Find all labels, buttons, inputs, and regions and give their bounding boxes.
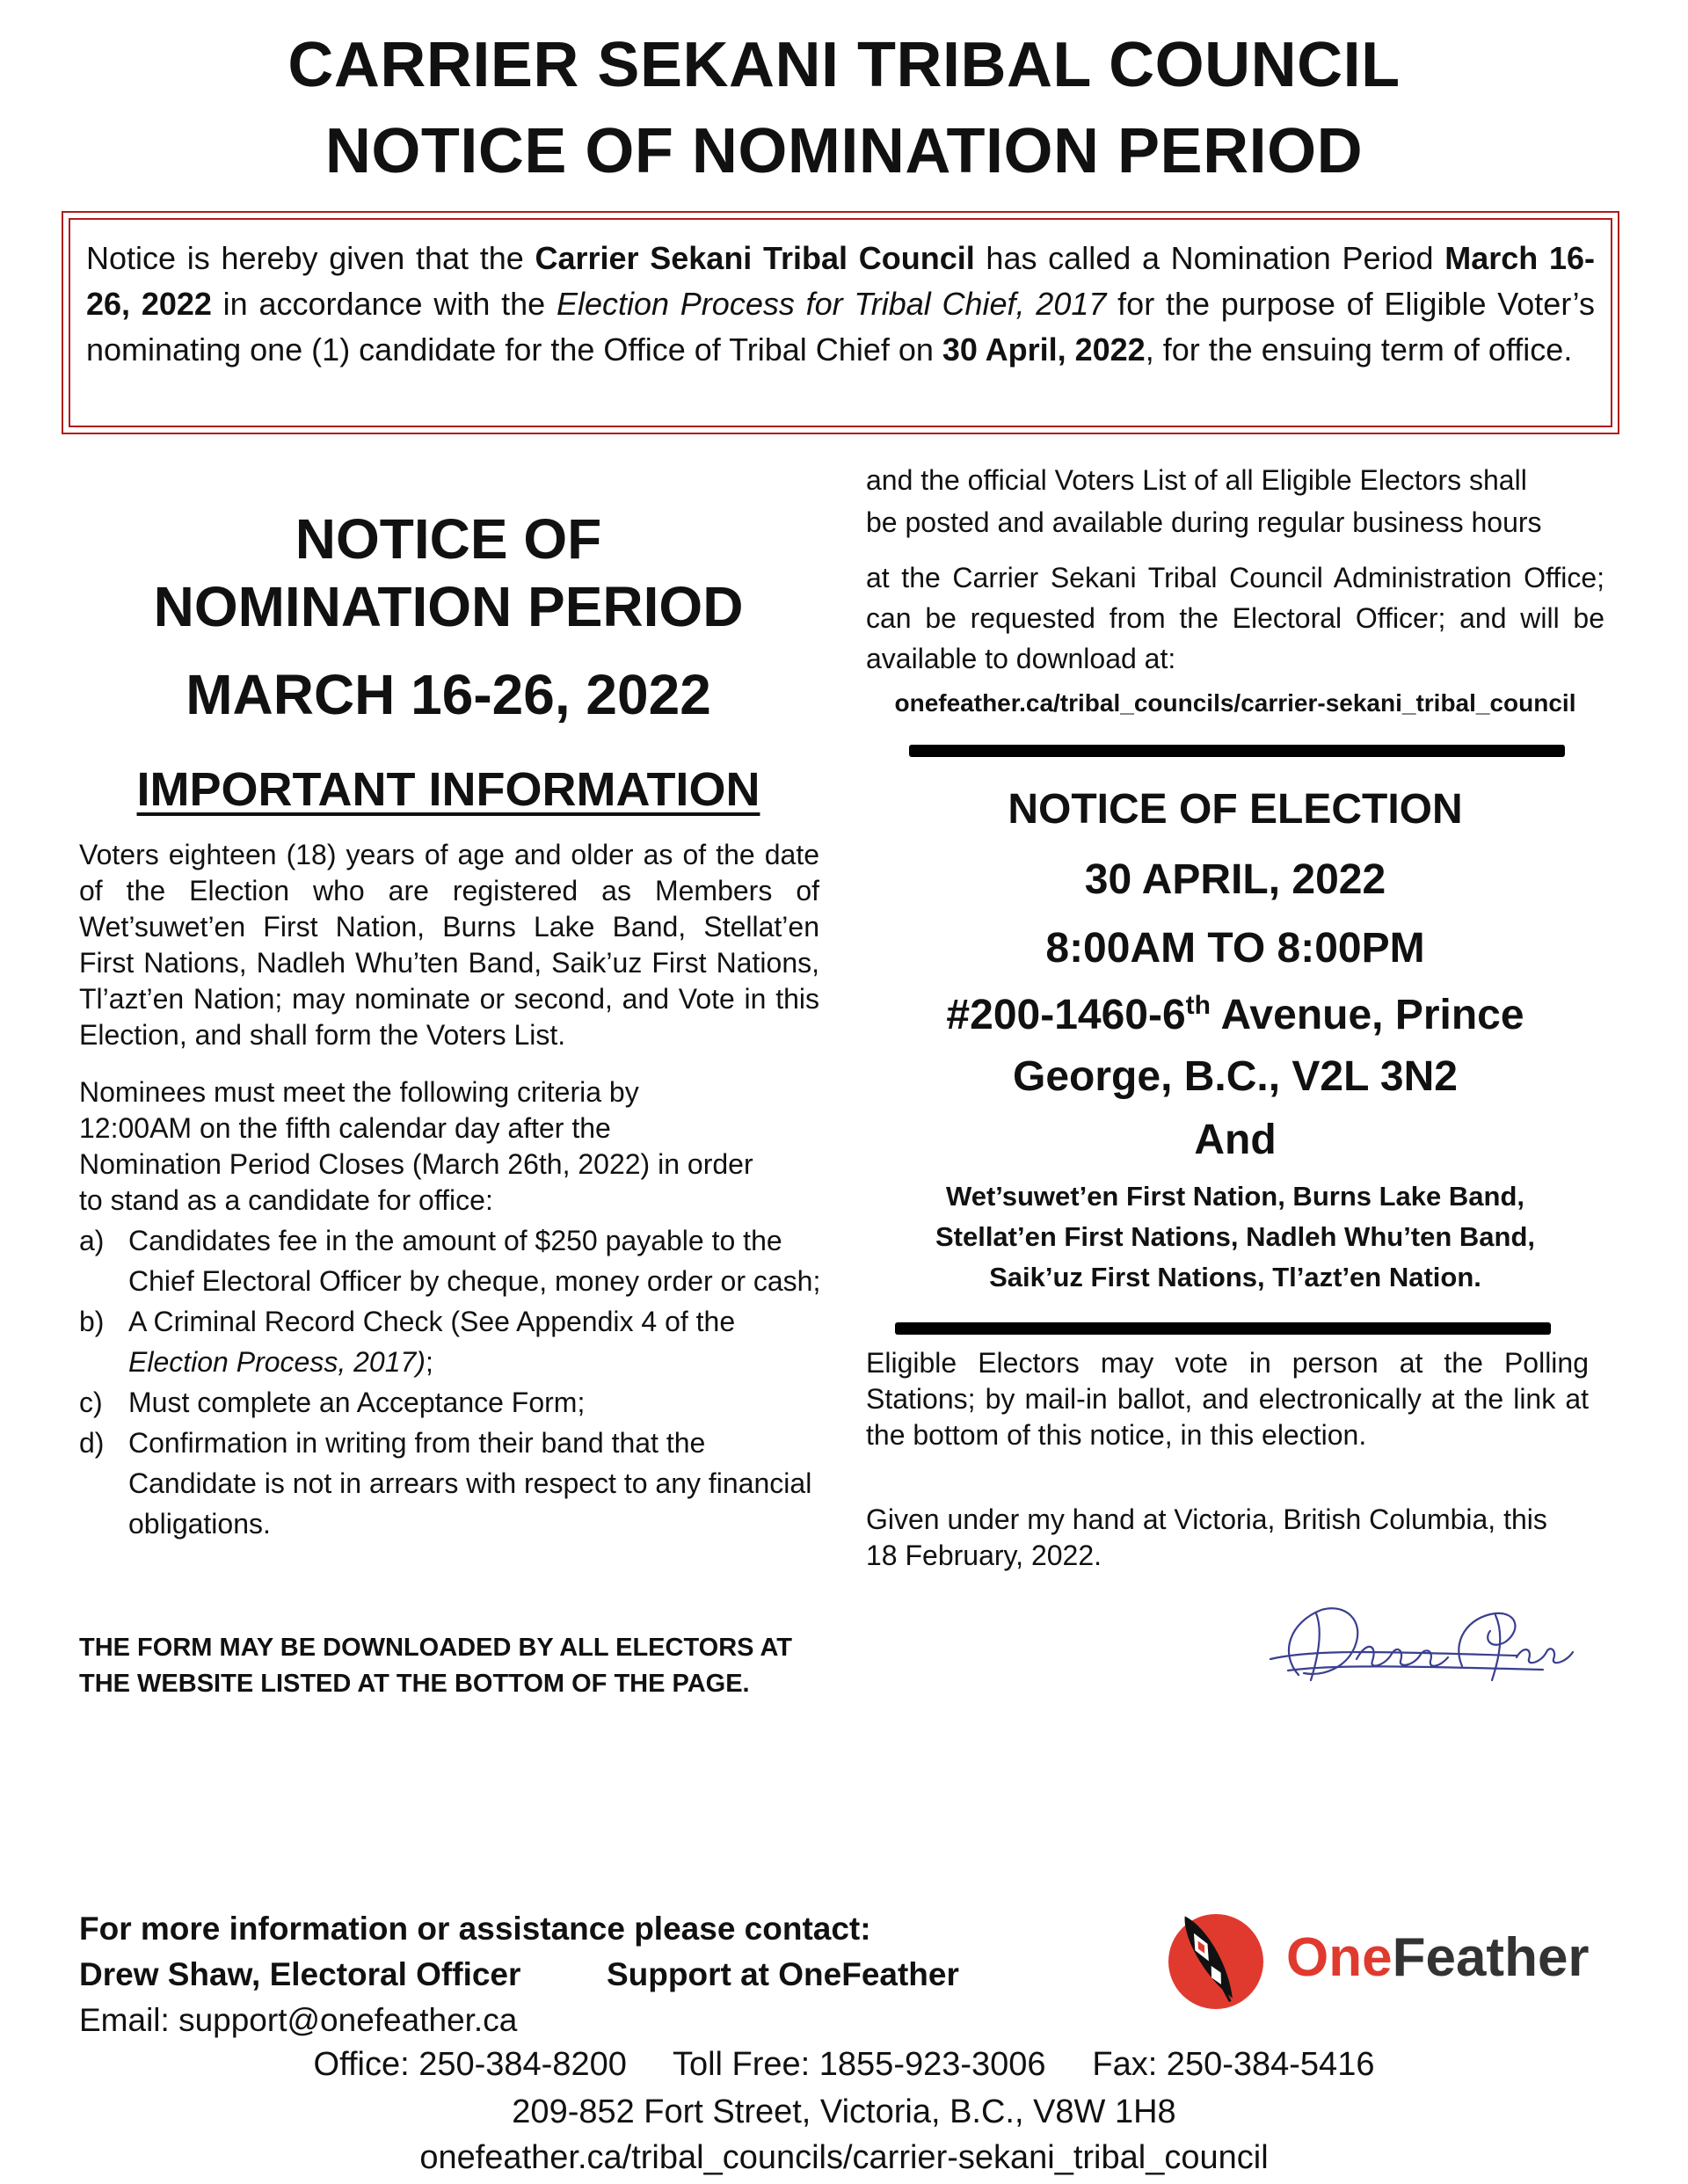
form-note-line: THE WEBSITE LISTED AT THE BOTTOM OF THE PAGE. — [79, 1670, 750, 1698]
divider-rule — [909, 745, 1565, 757]
notice-text-2: has called a Nomination Period — [974, 240, 1445, 276]
office-paragraph: at the Carrier Sekani Tribal Council Administration Office; can be requested from the Electoral Officer; and will be available to download at: — [866, 562, 1604, 674]
notice-text-4: for the purpose of Eligible Voter’s nominating one (1) candidate for the Office of Tribal Chief on — [86, 286, 1595, 368]
notice-text-5: , for the ensuing term of office. — [1145, 331, 1573, 368]
criteria-label: a) — [79, 1225, 105, 1256]
criteria-text-end: ; — [425, 1346, 433, 1378]
notice-text-3: in accordance with the — [211, 286, 557, 322]
notice-text-1: Notice is hereby given that the — [86, 240, 535, 276]
nominees-line: Nomination Period Closes (March 26th, 2022) in order — [79, 1148, 753, 1180]
election-address-line2: George, B.C., V2L 3N2 — [1013, 1053, 1458, 1100]
nations-line: Stellat’en First Nations, Nadleh Whu’ten Band, — [935, 1221, 1536, 1252]
contact-officer: Drew Shaw, Electoral Officer — [79, 1956, 521, 1992]
criteria-label: c) — [79, 1387, 103, 1418]
form-download-note — [79, 1630, 870, 1702]
feather-icon — [1156, 1904, 1270, 2013]
address-post: Avenue, Prince — [1210, 992, 1524, 1038]
logo-one: One — [1286, 1927, 1393, 1988]
voters-list-paragraph — [866, 459, 1604, 543]
given-line: 18 February, 2022. — [866, 1540, 1102, 1571]
election-address-line1 — [866, 985, 1604, 1046]
form-note-line: THE FORM MAY BE DOWNLOADED BY ALL ELECTORS AT — [79, 1634, 792, 1662]
voters-list-line: be posted and available during regular business hours — [866, 506, 1542, 538]
nominees-line: to stand as a candidate for office: — [79, 1184, 493, 1216]
criteria-item-d — [79, 1423, 835, 1544]
nomination-heading-line1: NOTICE OF — [295, 507, 602, 571]
election-and: And — [1194, 1117, 1277, 1163]
nominees-paragraph — [79, 1074, 844, 1219]
footer-address: 209-852 Fort Street, Victoria, B.C., V8W 1H8 — [512, 2093, 1176, 2130]
nations-line: Wet’suwet’en First Nation, Burns Lake Band, — [946, 1181, 1524, 1212]
onefeather-logo — [1156, 1904, 1648, 2013]
criteria-list — [79, 1220, 835, 1544]
nomination-heading-dates: MARCH 16-26, 2022 — [186, 663, 711, 726]
notice-paragraph — [86, 236, 1595, 373]
criteria-label: d) — [79, 1427, 105, 1459]
criteria-item-a — [79, 1220, 835, 1301]
page-title-line2: NOTICE OF NOMINATION PERIOD — [324, 116, 1364, 186]
notice-process: Election Process for Tribal Chief, 2017 — [556, 286, 1107, 322]
election-date: 30 APRIL, 2022 — [1084, 856, 1386, 903]
footer-website[interactable]: onefeather.ca/tribal_councils/carrier-sekani_tribal_council — [419, 2139, 1269, 2176]
election-time: 8:00AM TO 8:00PM — [1045, 925, 1425, 972]
divider-rule — [895, 1322, 1551, 1335]
election-heading: NOTICE OF ELECTION — [1008, 786, 1463, 833]
criteria-item-b — [79, 1301, 835, 1382]
voters-paragraph: Voters eighteen (18) years of age and older as of the date of the Election who are registered as Members of Wet’suwet’en First Nation, Burns Lake Band, Stellat’en First Nations, Nadleh Whu’ten Band, Saik’uz First Nations, Tl’azt’en Nation; may nominate or second, and Vote in this Election, and shall form the Voters List. — [79, 839, 819, 1051]
given-line: Given under my hand at Victoria, British Columbia, this — [866, 1503, 1547, 1535]
notice-period: March 16- 26, 2022 — [86, 240, 1595, 322]
notice-org: Carrier Sekani Tribal Council — [535, 240, 975, 276]
address-pre: #200-1460-6 — [946, 992, 1186, 1038]
criteria-text: A Criminal Record Check (See Appendix 4 of the — [128, 1306, 736, 1337]
notice-date: 30 April, 2022 — [942, 331, 1146, 368]
criteria-text-italic: Election Process, 2017) — [128, 1346, 426, 1378]
onefeather-wordmark — [1286, 1927, 1590, 1989]
nominees-line: Nominees must meet the following criteria by — [79, 1076, 639, 1108]
contact-heading: For more information or assistance please contact: — [79, 1911, 871, 1947]
address-sup: th — [1185, 991, 1211, 1020]
nations-line: Saik’uz First Nations, Tl’azt’en Nation. — [989, 1262, 1481, 1292]
given-under-paragraph — [866, 1502, 1604, 1574]
contact-support: Support at OneFeather — [607, 1956, 959, 1992]
contact-names-row — [79, 1952, 1046, 1998]
important-information-heading: IMPORTANT INFORMATION — [136, 763, 760, 816]
page-title-line1: CARRIER SEKANI TRIBAL COUNCIL — [287, 30, 1401, 100]
nominees-line: 12:00AM on the fifth calendar day after the — [79, 1112, 611, 1144]
logo-feather: Feather — [1392, 1927, 1590, 1988]
notice-box — [62, 211, 1619, 434]
voters-list-line: and the official Voters List of all Eligible Electors shall — [866, 464, 1527, 496]
signature — [1253, 1578, 1604, 1710]
vote-methods-paragraph: Eligible Electors may vote in person at the Polling Stations; by mail-in ballot, and electronically at the link at the bottom of this notice, in this election. — [866, 1347, 1589, 1451]
criteria-text: Must complete an Acceptance Form; — [128, 1387, 586, 1418]
criteria-item-c — [79, 1382, 835, 1423]
contact-block — [79, 1906, 1046, 2043]
nomination-heading-line2: NOMINATION PERIOD — [153, 575, 744, 638]
election-nations — [866, 1176, 1604, 1298]
signature-graphic — [1253, 1578, 1604, 1710]
contact-email[interactable]: Email: support@onefeather.ca — [79, 2002, 518, 2038]
criteria-text: Candidates fee in the amount of $250 payable to the Chief Electoral Officer by cheque, money order or cash; — [128, 1225, 821, 1297]
footer-phones: Office: 250-384-8200 Toll Free: 1855-923-3006 Fax: 250-384-5416 — [313, 2046, 1375, 2083]
criteria-label: b) — [79, 1306, 105, 1337]
criteria-text: Confirmation in writing from their band that the Candidate is not in arrears with respect to any financial obligations. — [128, 1427, 812, 1540]
voters-list-link[interactable]: onefeather.ca/tribal_councils/carrier-sekani_tribal_council — [894, 689, 1576, 717]
